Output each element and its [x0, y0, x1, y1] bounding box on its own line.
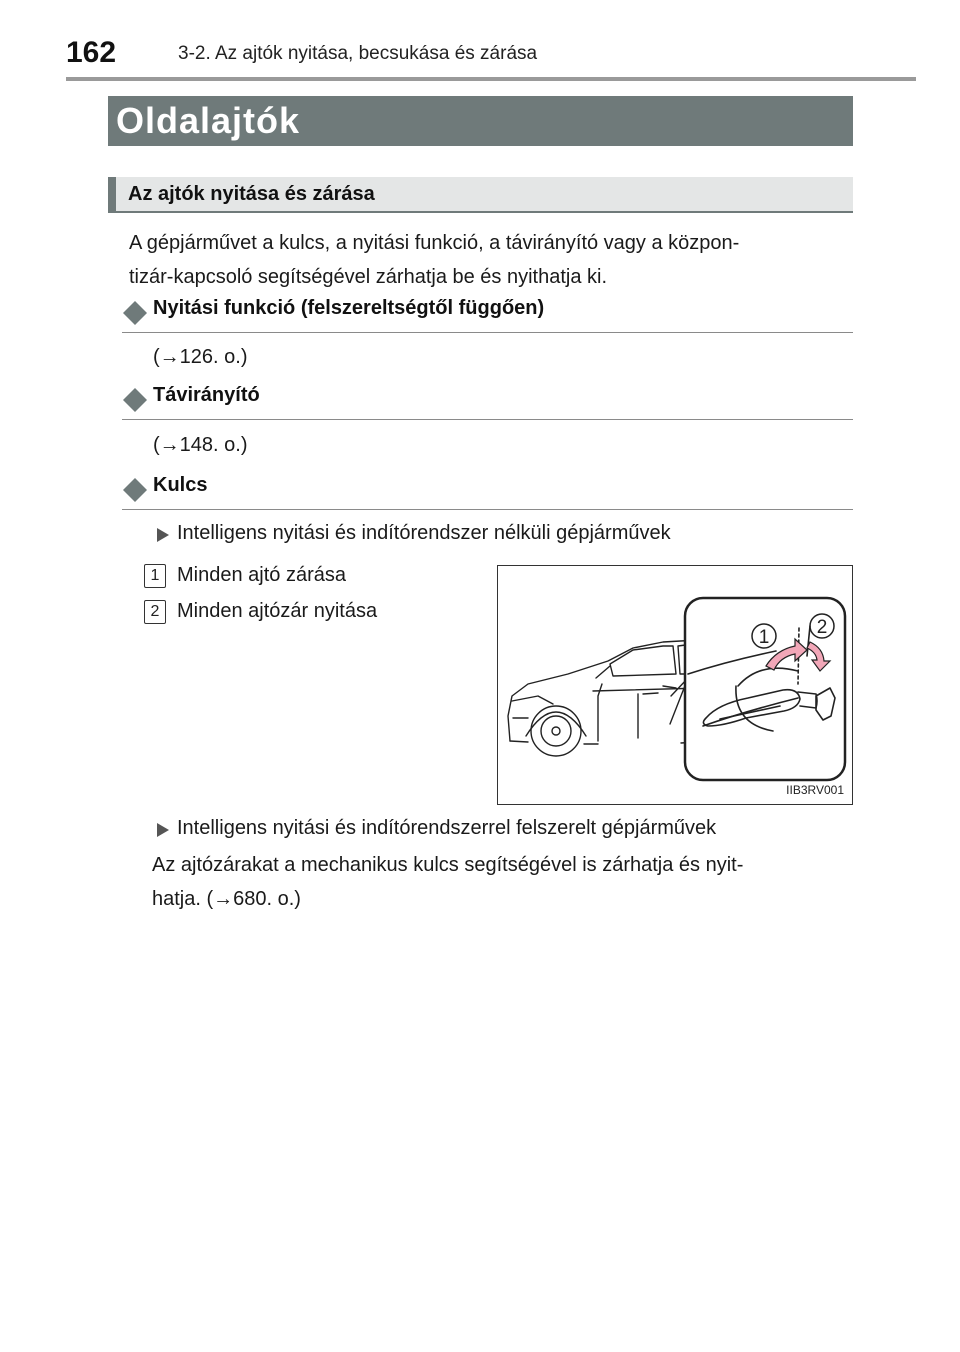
page-number: 162 — [66, 36, 117, 69]
case-heading: Intelligens nyitási és indítórendszerrel felszerelt gépjárművek — [177, 817, 717, 839]
item-heading-opening-function — [122, 296, 853, 333]
item-title: Kulcs — [153, 474, 208, 496]
case-body-line-1: Az ajtózárakat a mechanikus kulcs segítségével is zárhatja és nyit- — [152, 854, 744, 876]
step-text: Minden ajtó zárása — [177, 564, 346, 586]
item-reference-link[interactable]: (→126. o.) — [153, 346, 248, 368]
item-title: Nyitási funkció (felszereltségtől függően) — [153, 297, 545, 319]
callout-number: 1 — [758, 627, 770, 648]
door-key-illustration — [497, 565, 853, 805]
triangle-bullet-icon — [156, 527, 170, 543]
running-head: 3-2. Az ajtók nyitása, becsukása és zárása — [178, 43, 538, 64]
page-header — [66, 36, 916, 76]
item-title: Távirányító — [153, 384, 260, 406]
callout-number: 2 — [816, 617, 828, 638]
header-rule — [66, 77, 916, 81]
car-door-lock-drawing — [498, 566, 851, 803]
item-heading-remote — [122, 383, 853, 420]
diamond-bullet-icon — [122, 477, 148, 503]
case-heading: Intelligens nyitási és indítórendszer nélküli gépjárművek — [177, 522, 671, 544]
section-banner — [108, 96, 853, 146]
intro-line-1: A gépjárművet a kulcs, a nyitási funkció, a távirányító vagy a közpon- — [129, 232, 740, 254]
step-number-badge: 2 — [144, 600, 166, 624]
diamond-bullet-icon — [122, 300, 148, 326]
step-text: Minden ajtózár nyitása — [177, 600, 378, 622]
intro-line-2: tizár-kapcsoló segítségével zárhatja be és nyithatja ki. — [129, 266, 608, 288]
figure-code: IIB3RV001 — [786, 783, 844, 797]
item-reference-link[interactable]: (→148. o.) — [153, 434, 248, 456]
section-title: Oldalajtók — [116, 100, 301, 141]
case-body-line-2[interactable]: hatja. (→680. o.) — [152, 888, 301, 910]
triangle-bullet-icon — [156, 822, 170, 838]
step-number-badge: 1 — [144, 564, 166, 588]
subsection-bar — [108, 177, 853, 213]
subsection-title: Az ajtók nyitása és zárása — [128, 183, 375, 205]
item-heading-key — [122, 473, 853, 510]
diamond-bullet-icon — [122, 387, 148, 413]
